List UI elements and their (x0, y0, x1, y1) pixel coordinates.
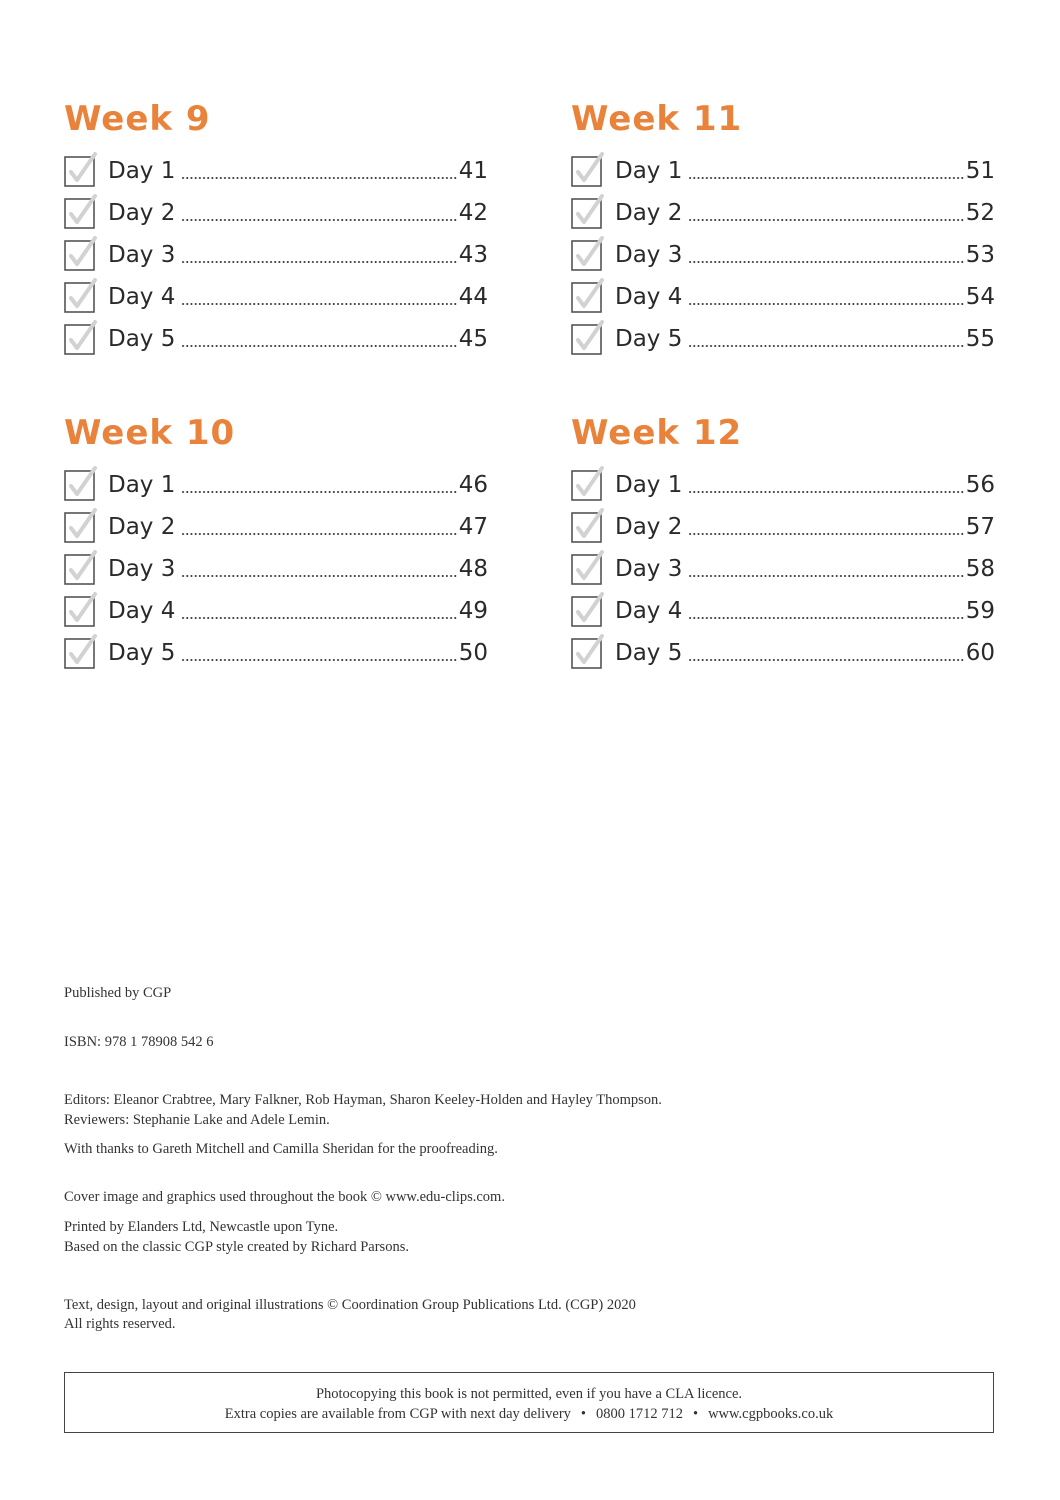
day-label: Day 5 (615, 326, 683, 352)
checkbox-icon[interactable] (571, 240, 601, 270)
day-row (571, 590, 995, 632)
page-number: 54 (965, 284, 995, 310)
day-label: Day 2 (108, 514, 176, 540)
day-row (64, 632, 488, 674)
day-row (571, 318, 995, 360)
editors: Editors: Eleanor Crabtree, Mary Falkner, Rob Hayman, Sharon Keeley-Holden and Hayley Thompson. (64, 1092, 662, 1108)
page-number: 57 (965, 514, 995, 540)
checkbox-icon[interactable] (571, 324, 601, 354)
checkbox-icon[interactable] (64, 596, 94, 626)
day-label: Day 4 (108, 598, 176, 624)
checkbox-icon[interactable] (64, 282, 94, 312)
copyright: Text, design, layout and original illustrations © Coordination Group Publications Ltd. (CGP) 2020 (64, 1297, 636, 1313)
day-row (571, 548, 995, 590)
day-row (571, 150, 995, 192)
dot-leader (181, 491, 457, 493)
checkbox-icon[interactable] (571, 638, 601, 668)
isbn: ISBN: 978 1 78908 542 6 (64, 1034, 214, 1050)
dot-leader (181, 177, 457, 179)
printed-by: Printed by Elanders Ltd, Newcastle upon Tyne. (64, 1219, 339, 1235)
day-label: Day 1 (615, 472, 683, 498)
dot-leader (688, 659, 964, 661)
checkbox-icon[interactable] (571, 470, 601, 500)
dot-leader (181, 533, 457, 535)
dot-leader (181, 575, 457, 577)
page-number: 50 (458, 640, 488, 666)
day-label: Day 3 (108, 242, 176, 268)
based-on: Based on the classic CGP style created by Richard Parsons. (64, 1239, 409, 1255)
week-title: Week 9 (64, 99, 211, 139)
dot-leader (181, 219, 457, 221)
photocopy-notice-box (64, 1372, 994, 1433)
page-number: 60 (965, 640, 995, 666)
day-row (571, 632, 995, 674)
page-number: 52 (965, 200, 995, 226)
page-number: 53 (965, 242, 995, 268)
checkbox-icon[interactable] (64, 470, 94, 500)
checkbox-icon[interactable] (64, 324, 94, 354)
page-number: 44 (458, 284, 488, 310)
checkbox-icon[interactable] (571, 512, 601, 542)
page-number: 42 (458, 200, 488, 226)
notice-phone: 0800 1712 712 (596, 1406, 683, 1422)
bullet-separator: • (580, 1406, 586, 1422)
day-label: Day 2 (615, 200, 683, 226)
checkbox-icon[interactable] (571, 198, 601, 228)
dot-leader (688, 219, 964, 221)
day-row (571, 506, 995, 548)
week-title: Week 11 (571, 99, 743, 139)
notice-line-2 (65, 1404, 993, 1424)
day-row (64, 464, 488, 506)
day-label: Day 1 (615, 158, 683, 184)
day-row (64, 192, 488, 234)
day-row (64, 506, 488, 548)
reviewers: Reviewers: Stephanie Lake and Adele Lemin. (64, 1112, 330, 1128)
dot-leader (688, 491, 964, 493)
page-number: 48 (458, 556, 488, 582)
page-number: 59 (965, 598, 995, 624)
page-number: 43 (458, 242, 488, 268)
checkbox-icon[interactable] (64, 554, 94, 584)
day-row (571, 234, 995, 276)
page-number: 55 (965, 326, 995, 352)
proofreading-thanks: With thanks to Gareth Mitchell and Camilla Sheridan for the proofreading. (64, 1141, 498, 1157)
day-label: Day 2 (108, 200, 176, 226)
week-title: Week 10 (64, 413, 236, 453)
day-label: Day 2 (615, 514, 683, 540)
bullet-separator: • (693, 1406, 699, 1422)
checkbox-icon[interactable] (571, 156, 601, 186)
dot-leader (688, 533, 964, 535)
day-row (64, 590, 488, 632)
notice-website[interactable]: www.cgpbooks.co.uk (708, 1406, 834, 1422)
dot-leader (688, 345, 964, 347)
dot-leader (181, 345, 457, 347)
day-row (64, 276, 488, 318)
cover-credit: Cover image and graphics used throughout the book © www.edu-clips.com. (64, 1189, 505, 1205)
page-number: 45 (458, 326, 488, 352)
day-label: Day 1 (108, 158, 176, 184)
published-by: Published by CGP (64, 985, 172, 1001)
dot-leader (688, 617, 964, 619)
day-row (64, 548, 488, 590)
dot-leader (181, 303, 457, 305)
notice-delivery-text: Extra copies are available from CGP with next day delivery (224, 1406, 571, 1422)
checkbox-icon[interactable] (64, 156, 94, 186)
checkbox-icon[interactable] (571, 554, 601, 584)
page-number: 41 (458, 158, 488, 184)
dot-leader (688, 575, 964, 577)
checkbox-icon[interactable] (64, 638, 94, 668)
page-number: 49 (458, 598, 488, 624)
page-number: 51 (965, 158, 995, 184)
week-9-section (64, 97, 488, 360)
day-label: Day 3 (615, 556, 683, 582)
day-row (571, 464, 995, 506)
page-number: 46 (458, 472, 488, 498)
day-label: Day 3 (615, 242, 683, 268)
day-label: Day 3 (108, 556, 176, 582)
week-title: Week 12 (571, 413, 743, 453)
day-label: Day 5 (615, 640, 683, 666)
day-label: Day 1 (108, 472, 176, 498)
page-number: 47 (458, 514, 488, 540)
day-label: Day 5 (108, 326, 176, 352)
checkbox-icon[interactable] (571, 596, 601, 626)
dot-leader (688, 261, 964, 263)
checkbox-icon[interactable] (64, 512, 94, 542)
day-label: Day 4 (615, 598, 683, 624)
day-label: Day 4 (615, 284, 683, 310)
dot-leader (181, 659, 457, 661)
dot-leader (688, 303, 964, 305)
day-row (571, 192, 995, 234)
checkbox-icon[interactable] (64, 198, 94, 228)
checkbox-icon[interactable] (571, 282, 601, 312)
page-number: 58 (965, 556, 995, 582)
week-12-section (571, 411, 995, 674)
week-11-section (571, 97, 995, 360)
checkbox-icon[interactable] (64, 240, 94, 270)
day-label: Day 4 (108, 284, 176, 310)
dot-leader (688, 177, 964, 179)
day-label: Day 5 (108, 640, 176, 666)
page-number: 56 (965, 472, 995, 498)
day-row (571, 276, 995, 318)
day-row (64, 318, 488, 360)
day-row (64, 150, 488, 192)
notice-line-1: Photocopying this book is not permitted, even if you have a CLA licence. (315, 1386, 743, 1402)
week-10-section (64, 411, 488, 674)
rights-reserved: All rights reserved. (64, 1316, 176, 1332)
dot-leader (181, 261, 457, 263)
day-row (64, 234, 488, 276)
dot-leader (181, 617, 457, 619)
